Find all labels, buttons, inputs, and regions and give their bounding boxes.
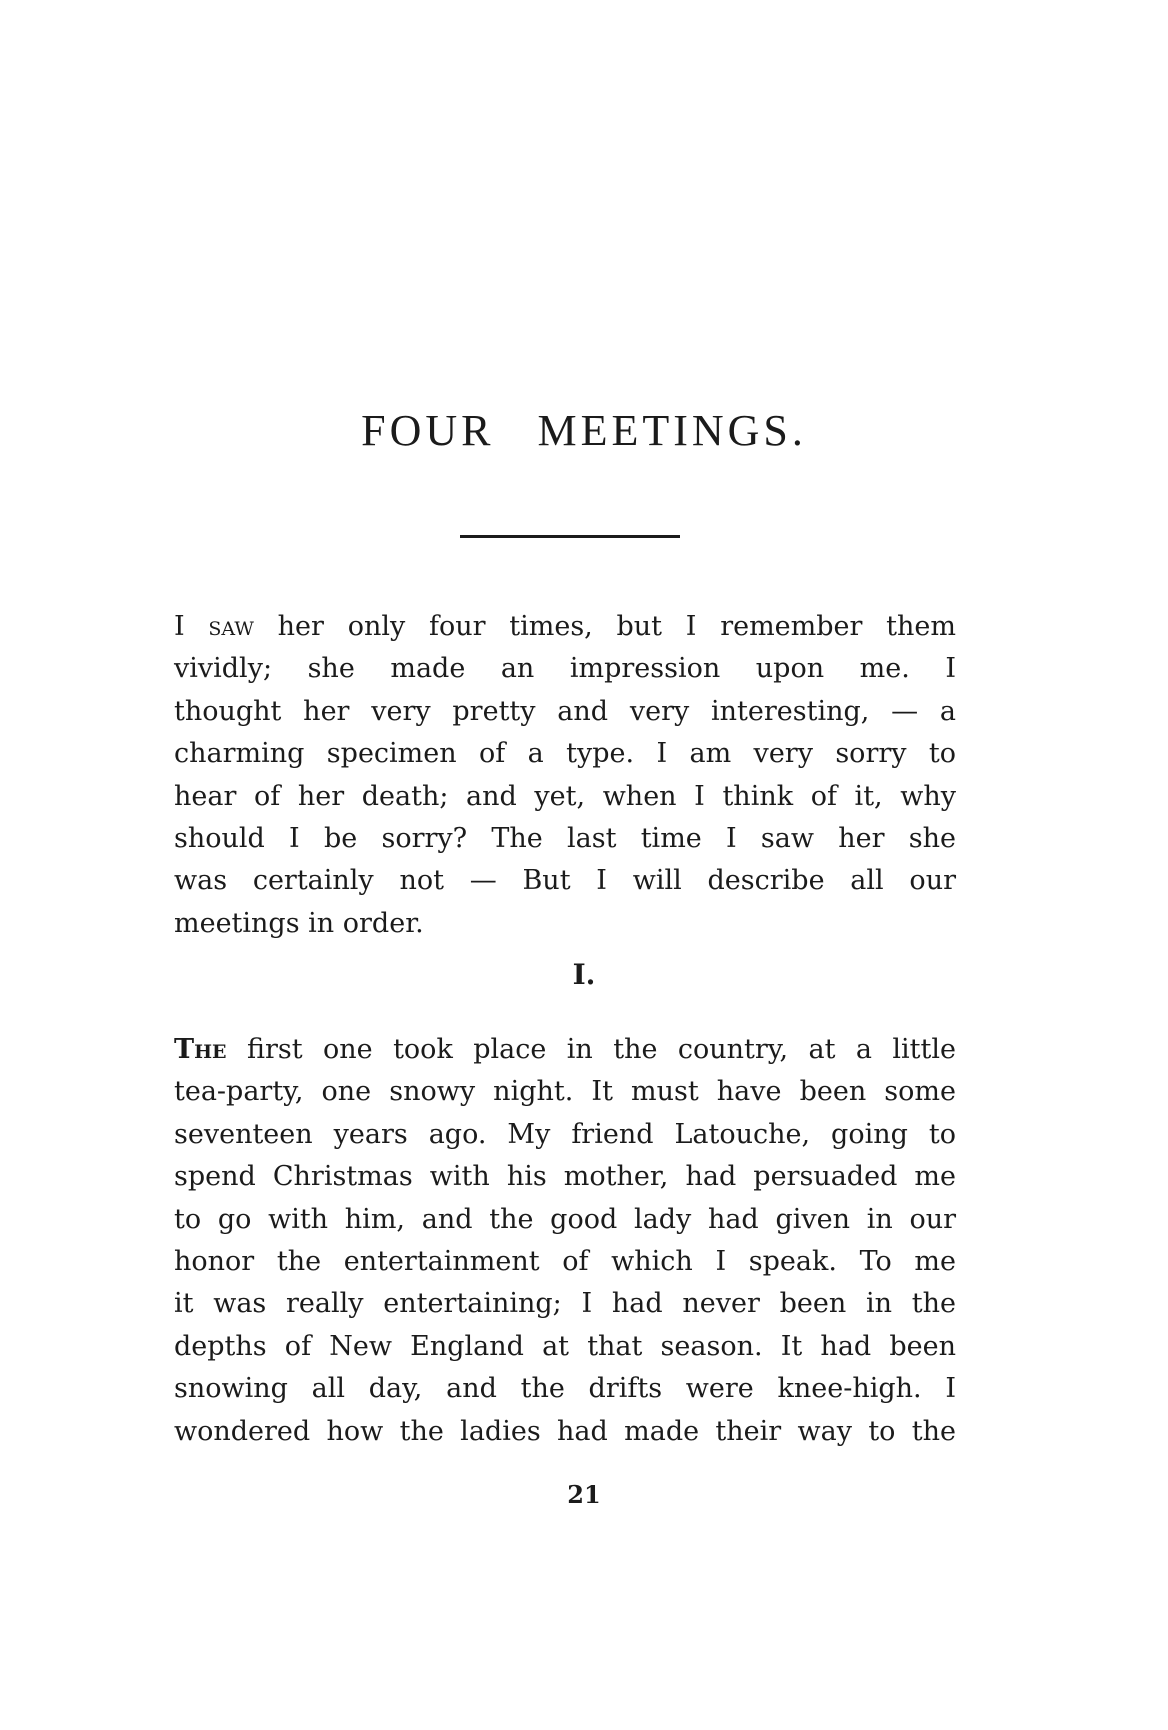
- text-line: honor the entertainment of which I speak. To me: [174, 1246, 956, 1278]
- chapter-title: FOUR MEETINGS.: [361, 406, 807, 455]
- section-heading: I.: [572, 958, 596, 991]
- text-line: wondered how the ladies had made their way to the: [174, 1415, 956, 1447]
- text-line: tea-party, one snowy night. It must have been some: [174, 1076, 956, 1108]
- text-line: thought her very pretty and very interesting, — a: [174, 695, 956, 727]
- text-line: was certainly not — But I will describe all our: [174, 865, 956, 897]
- section-paragraph: [174, 1029, 956, 1453]
- lead-in-small-caps: I saw: [174, 611, 254, 642]
- text-line: vividly; she made an impression upon me. I: [174, 653, 956, 685]
- intro-paragraph: [174, 606, 956, 945]
- text-line: The first one took place in the country, at a little: [174, 1034, 956, 1065]
- text-line: snowing all day, and the drifts were knee-high. I: [174, 1373, 956, 1405]
- text-line: should I be sorry? The last time I saw her she: [174, 823, 956, 855]
- text-line: seventeen years ago. My friend Latouche, going to: [174, 1118, 956, 1150]
- text-line: meetings in order.: [174, 907, 424, 939]
- page-number: 21: [567, 1480, 601, 1509]
- text-line: it was really entertaining; I had never been in the: [174, 1288, 956, 1320]
- text-line: charming specimen of a type. I am very sorry to: [174, 738, 956, 770]
- title-divider: [460, 535, 680, 538]
- text-line: I saw her only four times, but I remember them: [174, 611, 956, 642]
- text-line: to go with him, and the good lady had given in our: [174, 1203, 956, 1235]
- text-line: depths of New England at that season. It had been: [174, 1330, 956, 1362]
- text-line: hear of her death; and yet, when I think of it, why: [174, 780, 956, 812]
- text-line: spend Christmas with his mother, had persuaded me: [174, 1161, 956, 1193]
- lead-in-small-caps: The: [174, 1034, 227, 1065]
